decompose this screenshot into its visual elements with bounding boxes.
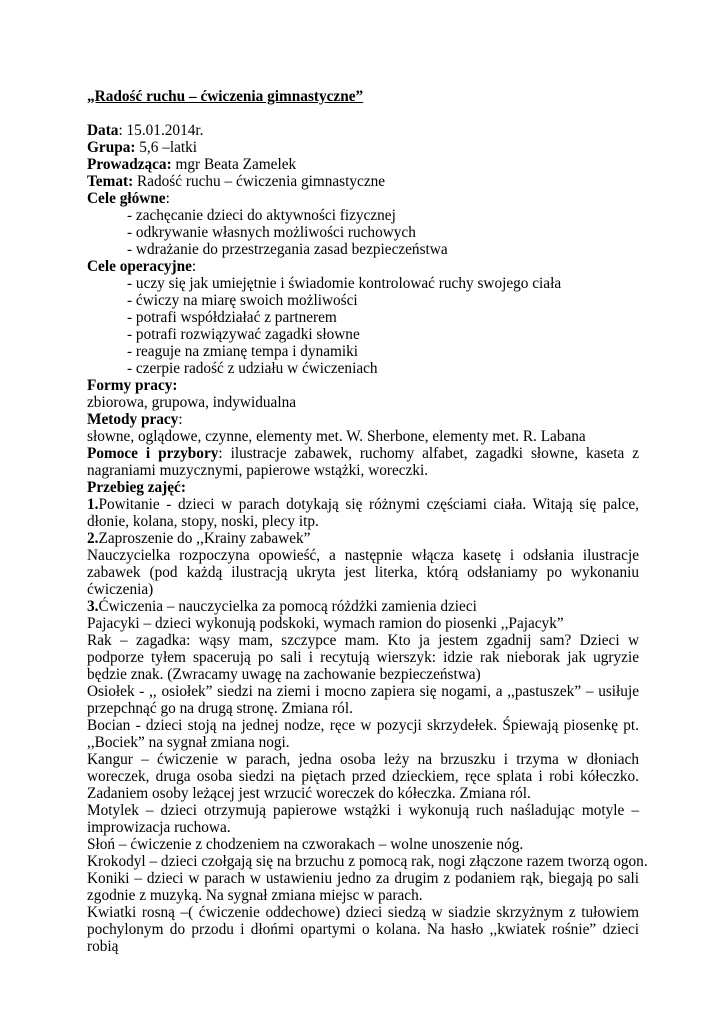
exercise-pajacyk: Pajacyki – dzieci wykonują podskoki, wymach ramion do piosenki ,,Pajacyk” [87,615,564,632]
step-3-number: 3. [87,598,99,615]
main-goals-heading [87,190,639,207]
date-line [87,122,639,139]
step-3-text: Ćwiczenia – nauczycielka za pomocą różdżki zamienia dzieci [98,598,477,615]
exercise-osiolek: Osiołek - ,, osiołek” siedzi na ziemi i mocno zapiera się nogami, a ,,pastuszek” – usiłuje przepchnąć go na drugą stronę. Zmiana ról. [87,683,639,717]
step-3 [87,598,639,615]
main-goal-item: - zachęcanie dzieci do aktywności fizycznej [127,207,396,224]
group-value: 5,6 –latki [135,139,198,156]
step-1-number: 1. [87,496,99,513]
operational-goal-item: - uczy się jak umiejętnie i świadomie kontrolować ruchy swojego ciała [127,275,562,292]
document-title: „Radość ruchu – ćwiczenia gimnastyczne” [87,88,364,105]
date-value: : 15.01.2014r. [118,122,204,139]
exercise-rak: Rak – zagadka: wąsy mam, szczypce mam. Kto ja jestem zgadnij sam? Dzieci w podporze tyłem spacerują po sali i recytują wierszyk: idzie rak nieborak jak ugryzie będzie znak. (Zwracamy uwagę na zachowanie bezpieczeństwa) [87,632,639,683]
main-goal-item: - odkrywanie własnych możliwości ruchowych [127,224,416,241]
procedure-heading: Przebieg zajęć: [87,479,186,496]
step-2-description: Nauczycielka rozpoczyna opowieść, a następnie włącza kasetę i odsłania ilustracje zabawek (pod każdą ilustracją ukryta jest literka, którą odsłaniamy po wykonaniu ćwiczenia) [87,547,639,598]
exercise-krokodyl: Krokodyl – dzieci czołgają się na brzuchu z pomocą rak, nogi złączone razem tworzą ogon. [87,853,648,870]
step-2-text: Zaproszenie do ,,Krainy zabawek” [98,530,311,547]
teacher-line [87,156,639,173]
step-1-text: Powitanie - dzieci w parach dotykają się różnymi częściami ciała. Witają się palce, dłonie, kolana, stopy, noski, plecy itp. [87,496,639,530]
operational-goals-label: Cele operacyjne [87,258,192,275]
step-2 [87,530,639,547]
work-forms-label: Formy pracy: [87,377,178,394]
topic-value: Radość ruchu – ćwiczenia gimnastyczne [133,173,386,190]
materials-label: Pomoce i przybory [87,445,219,462]
step-2-number: 2. [87,530,99,547]
operational-goals-heading [87,258,639,275]
operational-goals-colon: : [191,258,197,275]
topic-label: Temat: [87,173,134,190]
methods-label: Metody pracy [87,411,179,428]
teacher-value: mgr Beata Zamelek [171,156,297,173]
exercise-kangur: Kangur – ćwiczenie w parach, jedna osoba leży na brzuszku i trzyma w dłoniach woreczek, druga osoba siedzi na piętach przed dzieckiem, ręce splata i robi kółeczko. Zadaniem osoby leżącej jest wrzucić woreczek do kółeczka. Zmiana ról. [87,751,639,802]
methods-heading [87,411,639,428]
operational-goal-item: - potrafi współdziałać z partnerem [127,309,337,326]
methods-colon: : [178,411,183,428]
exercise-bocian: Bocian - dzieci stoją na jednej nodze, ręce w pozycji skrzydełek. Śpiewają piosenkę pt. ,,Bociek” na sygnał zmiana nogi. [87,717,639,751]
work-forms-value: zbiorowa, grupowa, indywidualna [87,394,297,411]
step-1 [87,496,639,530]
exercise-slon: Słoń – ćwiczenie z chodzeniem na czworakach – wolne unoszenie nóg. [87,836,524,853]
topic-line [87,173,639,190]
main-goal-item: - wdrażanie do przestrzegania zasad bezpieczeństwa [127,241,448,258]
teacher-label: Prowadząca: [87,156,172,173]
operational-goal-item: - ćwiczy na miarę swoich możliwości [127,292,358,309]
document-page [87,88,648,955]
main-goals-colon: : [165,190,170,207]
group-label: Grupa: [87,139,136,156]
operational-goal-item: - reaguje na zmianę tempa i dynamiki [127,343,359,360]
materials-paragraph [87,445,639,479]
operational-goal-item: - czerpie radość z udziału w ćwiczeniach [127,360,378,377]
exercise-kwiatki: Kwiatki rosną –( ćwiczenie oddechowe) dzieci siedzą w siadzie skrzyżnym z tułowiem pochylonym do przodu i dłońmi opartymi o kolana. Na hasło ,,kwiatek rośnie” dzieci robią [87,904,639,955]
operational-goal-item: - potrafi rozwiązywać zagadki słowne [127,326,360,343]
group-line [87,139,639,156]
methods-value: słowne, oglądowe, czynne, elementy met. W. Sherbone, elementy met. R. Labana [87,428,586,445]
exercise-motylek: Motylek – dzieci otrzymują papierowe wstążki i wykonują ruch naśladując motyle – improwizacja ruchowa. [87,802,639,836]
main-goals-label: Cele główne [87,190,166,207]
date-label: Data [87,122,119,139]
materials-value: : ilustracje zabawek, ruchomy alfabet, zagadki słowne, kaseta z nagraniami muzycznymi, papierowe wstążki, woreczki. [87,445,639,479]
exercise-koniki: Koniki – dzieci w parach w ustawieniu jedno za drugim z podaniem rąk, biegają po sali zgodnie z muzyką. Na sygnał zmiana miejsc w parach. [87,870,639,904]
